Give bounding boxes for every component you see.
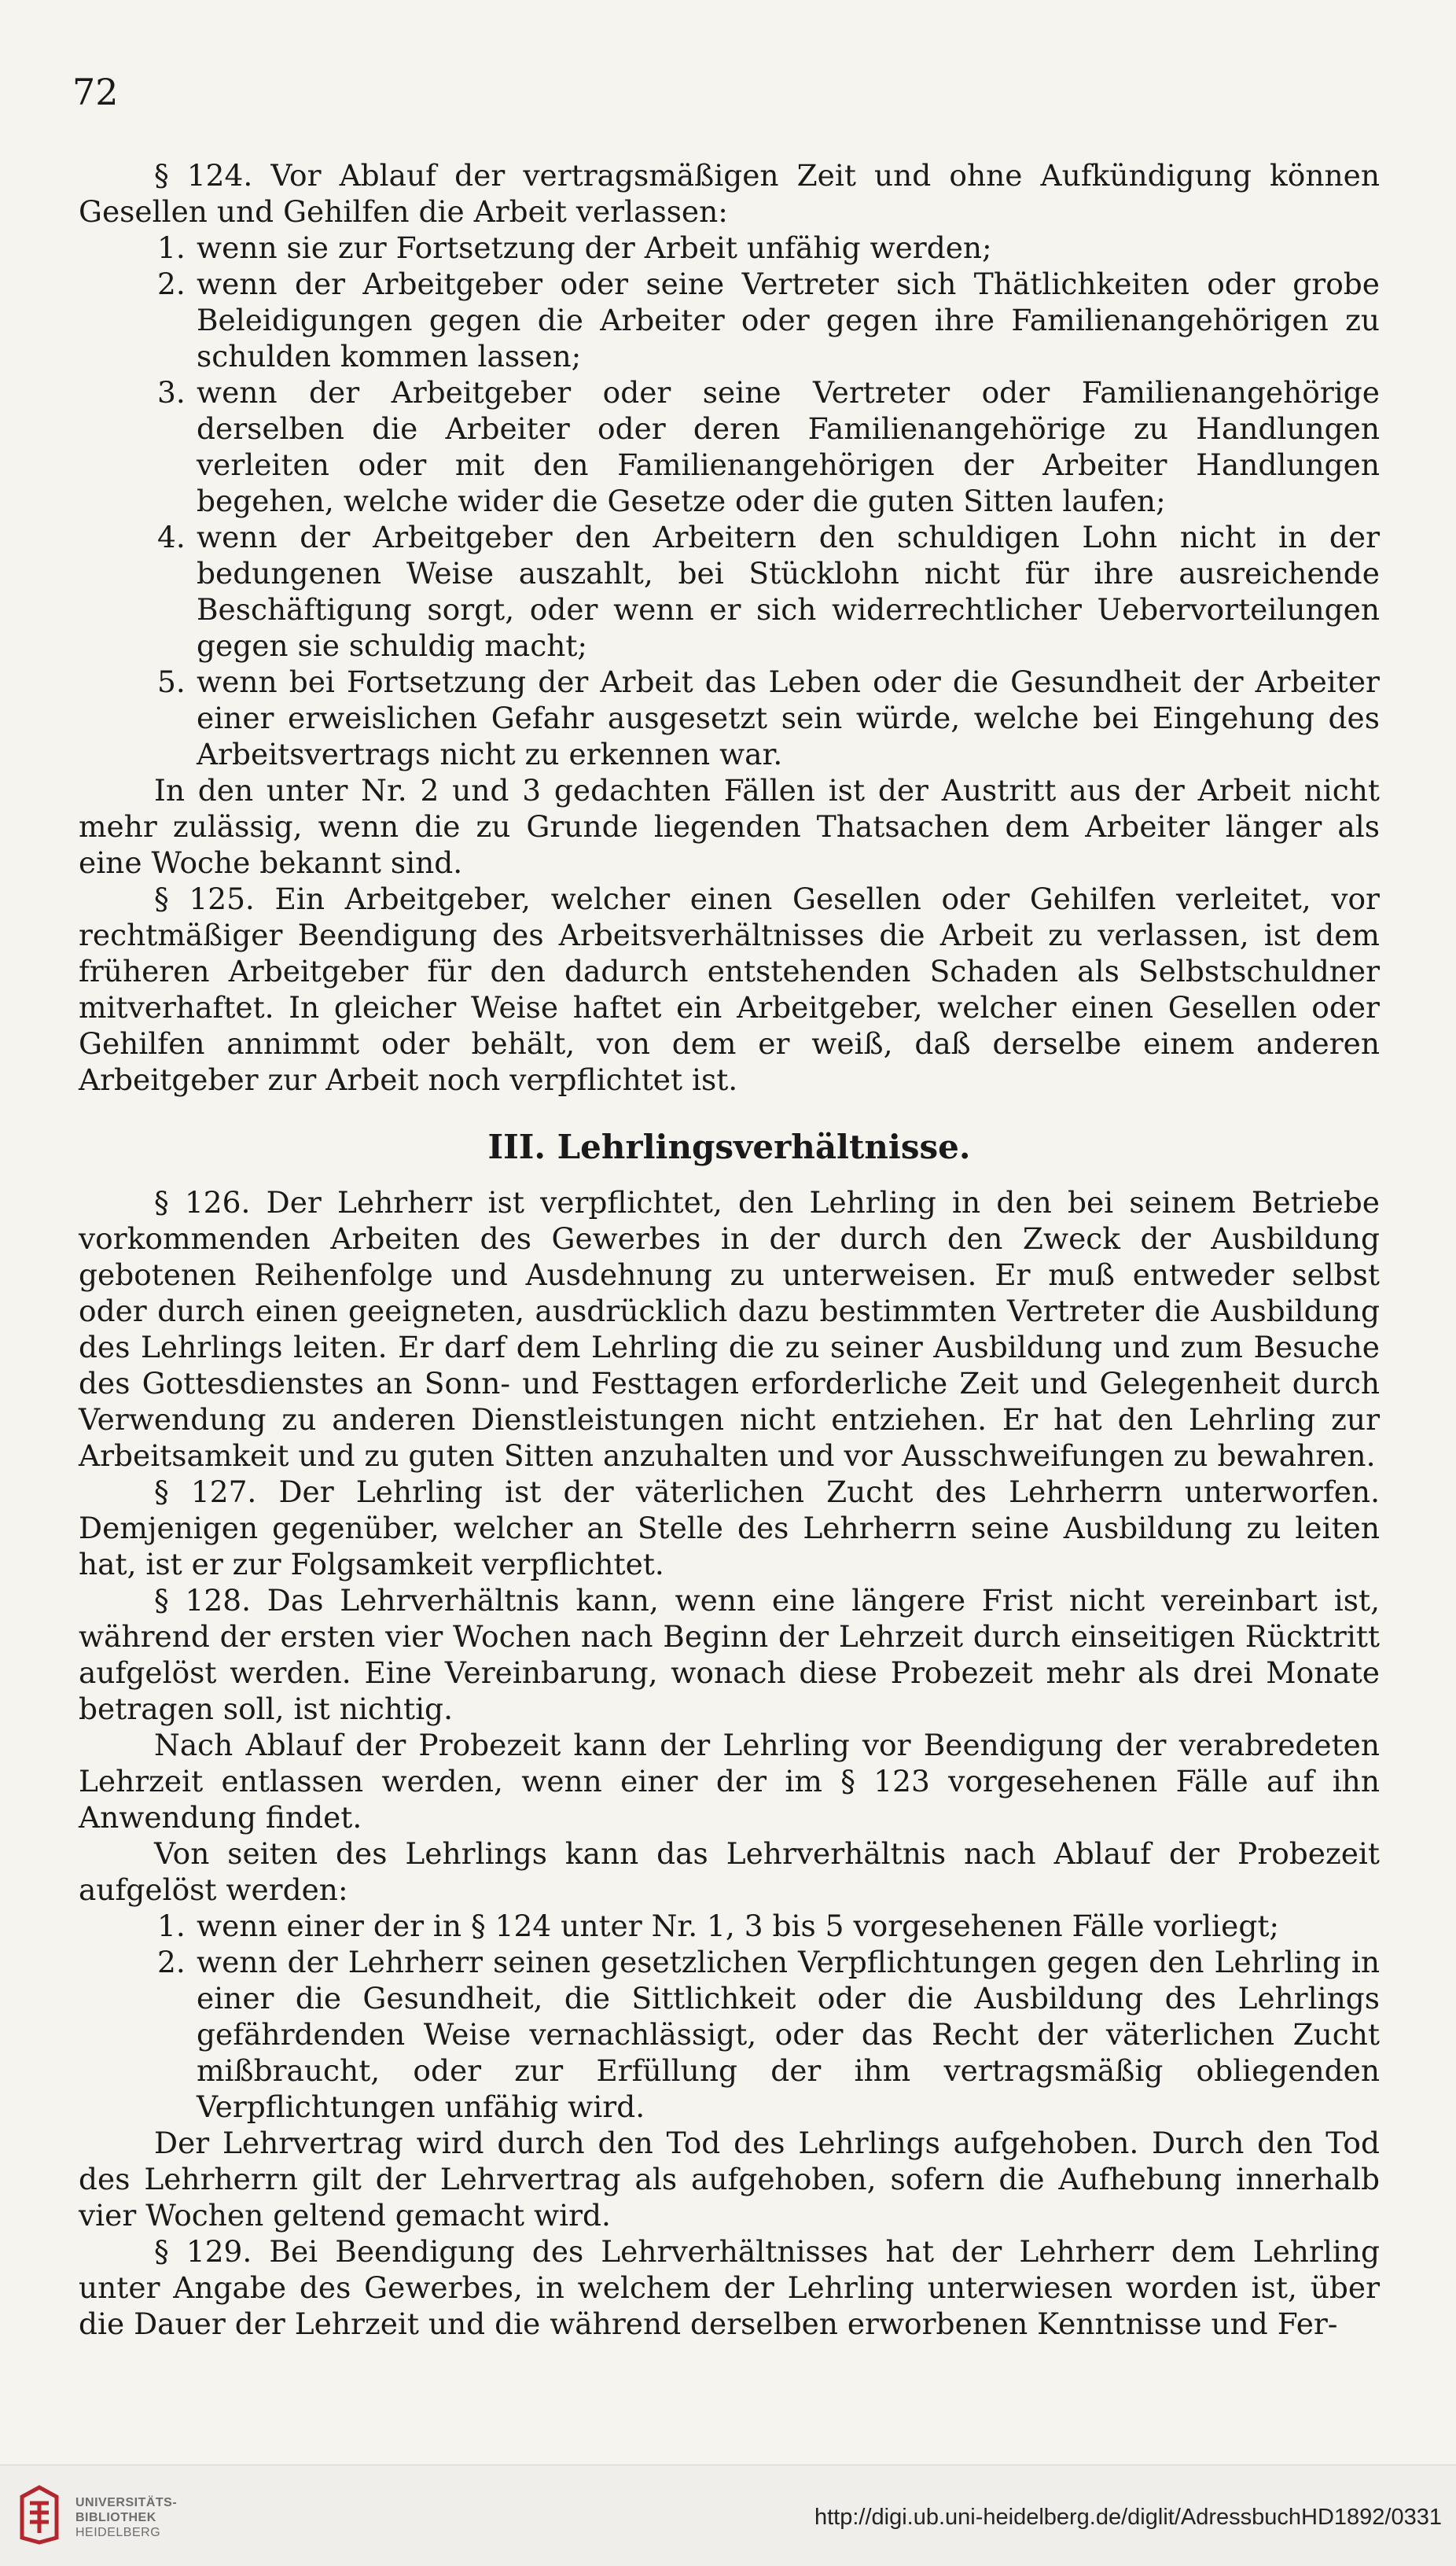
institution-line: HEIDELBERG — [75, 2526, 161, 2539]
list-item-number: 4. — [157, 520, 186, 554]
document-body — [79, 157, 1380, 2342]
list-item-number: 5. — [157, 665, 186, 699]
list-item-number: 2. — [157, 267, 186, 301]
section-heading: III. Lehrlingsverhältnisse. — [487, 1128, 971, 1166]
list-item-number: 2. — [157, 1945, 186, 1979]
list-item — [79, 1944, 1380, 2125]
list-item-text: wenn sie zur Fortsetzung der Arbeit unfähig werden; — [197, 230, 992, 265]
paragraph: § 128. Das Lehrverhältnis kann, wenn eine längere Frist nicht vereinbart ist, während der ersten vier Wochen nach Beginn der Lehrzeit durch einseitigen Rücktritt aufgelöst werden. Eine Vereinbarung, wonach diese Probezeit mehr als drei Monate betragen soll, ist nichtig. — [79, 1583, 1380, 1726]
list-item — [79, 1908, 1380, 1944]
list-item-text: wenn der Arbeitgeber den Arbeitern den schuldigen Lohn nicht in der bedungenen Weise auszahlt, bei Stücklohn nicht für ihre ausreichende Beschäftigung sorgt, oder wenn er sich widerrechtlicher Uebervorteilungen gegen sie schuldig macht; — [197, 520, 1380, 663]
list-item-text: wenn der Lehrherr seinen gesetzlichen Verpflichtungen gegen den Lehrling in einer die Gesundheit, die Sittlichkeit oder die Ausbildung des Lehrlings gefährdenden Weise vernachlässigt, oder das Recht der väterlichen Zucht mißbraucht, oder zur Erfüllung der ihm vertragsmäßig obliegenden Verpflichtungen unfähig wird. — [197, 1945, 1380, 2124]
list-item — [79, 230, 1380, 266]
list-item — [79, 519, 1380, 664]
ub-heidelberg-logo-icon — [16, 2483, 63, 2546]
list-item-text: wenn der Arbeitgeber oder seine Vertreter sich Thätlichkeiten oder grobe Beleidigungen gegen die Arbeiter oder gegen ihre Familienangehörigen zu schulden kommen lassen; — [197, 267, 1380, 374]
footer-bar — [0, 2465, 1456, 2566]
institution-name — [75, 2495, 177, 2540]
paragraph: Nach Ablauf der Probezeit kann der Lehrling vor Beendigung der verabredeten Lehrzeit entlassen werden, wenn einer der im § 123 vorgesehenen Fälle auf ihn Anwendung findet. — [79, 1728, 1380, 1835]
list-item-number: 3. — [157, 375, 186, 410]
paragraph: Der Lehrvertrag wird durch den Tod des Lehrlings aufgehoben. Durch den Tod des Lehrherrn gilt der Lehrvertrag als aufgehoben, sofern die Aufhebung innerhalb vier Wochen geltend gemacht wird. — [79, 2126, 1380, 2233]
page-number: 72 — [72, 71, 119, 113]
list-item — [79, 664, 1380, 772]
list-item-text: wenn einer der in § 124 unter Nr. 1, 3 bis 5 vorgesehenen Fälle vorliegt; — [197, 1909, 1280, 1943]
source-url-link[interactable]: http://digi.ub.uni-heidelberg.de/diglit/AdressbuchHD1892/0331 — [814, 2505, 1442, 2530]
paragraph: § 126. Der Lehrherr ist verpflichtet, den Lehrling in den bei seinem Betriebe vorkommenden Arbeiten des Gewerbes in der durch den Zweck der Ausbildung gebotenen Reihenfolge und Ausdehnung zu unterweisen. Er muß entweder selbst oder durch einen geeigneten, ausdrücklich dazu bestimmten Vertreter die Ausbildung des Lehrlings leiten. Er darf dem Lehrling die zu seiner Ausbildung und zum Besuche des Gottesdienstes an Sonn- und Festtagen erforderliche Zeit und Gelegenheit durch Verwendung zu anderen Dienstleistungen nicht entziehen. Er hat den Lehrling zur Arbeitsamkeit und zu guten Sitten anzuhalten und vor Ausschweifungen zu bewahren. — [79, 1185, 1380, 1473]
list-item — [79, 266, 1380, 374]
section-lehrlinge — [79, 1184, 1380, 2342]
list-item-number: 1. — [157, 1909, 186, 1943]
list-item-text: wenn bei Fortsetzung der Arbeit das Leben oder die Gesundheit der Arbeiter einer erweislichen Gefahr ausgesetzt sein würde, welche bei Eingehung des Arbeitsvertrags nicht zu erkennen war. — [197, 665, 1380, 771]
paragraph: § 127. Der Lehrling ist der väterlichen Zucht des Lehrherrn unterworfen. Demjenigen gegenüber, welcher an Stelle des Lehrherrn seine Ausbildung zu leiten hat, ist er zur Folgsamkeit verpflichtet. — [79, 1474, 1380, 1581]
section-gesellen — [79, 157, 1380, 1098]
institution-line: UNIVERSITÄTS- — [75, 2496, 178, 2509]
paragraph: § 125. Ein Arbeitgeber, welcher einen Gesellen oder Gehilfen verleitet, vor rechtmäßiger Beendigung des Arbeitsverhältnisses die Arbeit zu verlassen, ist dem früheren Arbeitgeber für den dadurch entstehenden Schaden als Selbstschuldner mitverhaftet. In gleicher Weise haftet ein Arbeitgeber, welcher einen Gesellen oder Gehilfen annimmt oder behält, von dem er weiß, daß derselbe einem anderen Arbeitgeber zur Arbeit noch verpflichtet ist. — [79, 882, 1380, 1097]
paragraph: § 129. Bei Beendigung des Lehrverhältnisses hat der Lehrherr dem Lehrling unter Angabe des Gewerbes, in welchem der Lehrling unterwiesen worden ist, über die Dauer der Lehrzeit und die während derselben erworbenen Kenntnisse und Fer- — [79, 2234, 1380, 2341]
paragraph: § 124. Vor Ablauf der vertragsmäßigen Zeit und ohne Aufkündigung können Gesellen und Gehilfen die Arbeit verlassen: — [79, 158, 1380, 229]
list-item-text: wenn der Arbeitgeber oder seine Vertreter oder Familienangehörige derselben die Arbeiter oder deren Familienangehörige zu Handlungen verleiten oder mit den Familienangehörigen der Arbeiter Handlungen begehen, welche wider die Gesetze oder die guten Sitten laufen; — [197, 375, 1380, 518]
institution-line: BIBLIOTHEK — [75, 2511, 156, 2524]
list-item-number: 1. — [157, 230, 186, 265]
paragraph: In den unter Nr. 2 und 3 gedachten Fällen ist der Austritt aus der Arbeit nicht mehr zulässig, wenn die zu Grunde liegenden Thatsachen dem Arbeiter länger als eine Woche bekannt sind. — [79, 773, 1380, 880]
list-item — [79, 374, 1380, 519]
paragraph: Von seiten des Lehrlings kann das Lehrverhältnis nach Ablauf der Probezeit aufgelöst werden: — [79, 1836, 1380, 1907]
